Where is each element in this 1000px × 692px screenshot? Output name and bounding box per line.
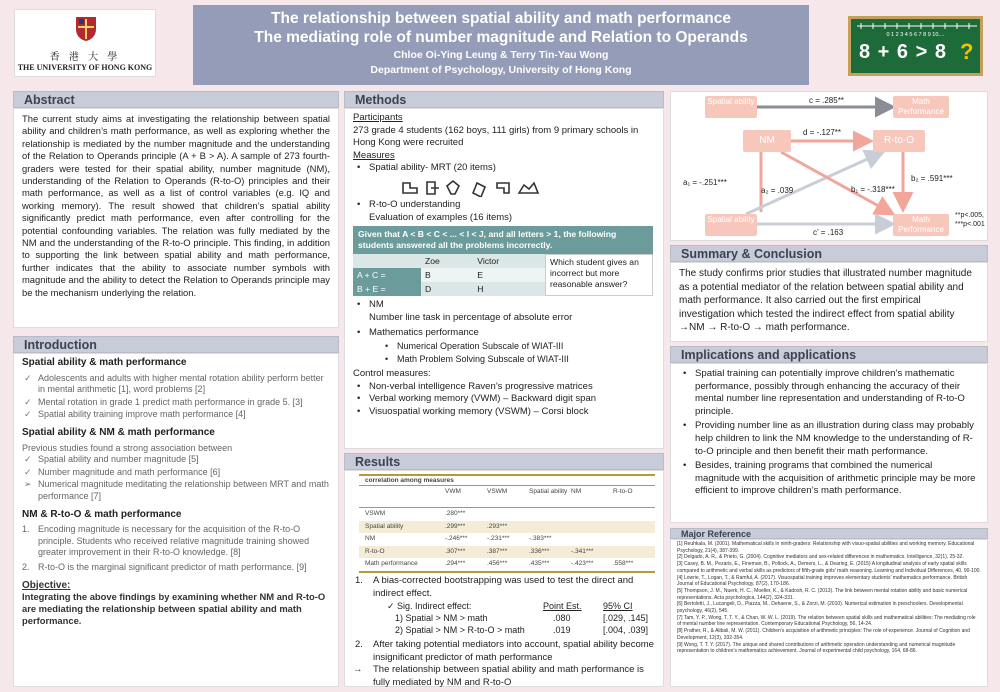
board-numbers: 0 1 2 3 4 5 6 7 8 9 10.... — [886, 32, 945, 38]
measures-label: Measures — [353, 149, 395, 161]
sig-note-1: **p<.005, — [955, 212, 984, 219]
hku-crest-icon — [75, 16, 97, 42]
participants-text: 273 grade 4 students (162 boys, 111 girls) from 9 primary schools in Hong Kong were recruited — [353, 124, 639, 149]
participants-label: Participants — [353, 112, 403, 123]
reference-item: [4] Lowrie, T., Logan, T., & Ramful, A. (2017). Visuospatial training improves elementary students’ mathematics performance. British Journal of Educational Psychology, 87(2), 170-186. — [677, 574, 968, 588]
intro-subheading-3: NM & R-to-O & math performance — [22, 508, 182, 520]
rto-example-box — [353, 226, 653, 296]
board-equation: 8 + 6 > 8 — [859, 41, 947, 63]
list-item: ➢ Numerical magnitude meditating the relationship between MRT and math performance [7] — [22, 479, 330, 502]
chalkboard — [848, 16, 983, 76]
result-conclusion: → The relationship between spatial ability and math performance is fully mediated by NM and R-to-O — [353, 664, 644, 688]
implications-body — [670, 363, 988, 523]
result-point-2: 2. After taking potential mediators into account, spatial ability become insignificant predictor of math performance — [355, 639, 654, 663]
reference-item: [8] Prather, R., & Alibali, M. W. (2011). Children’s acquisition of arithmetic principles: The role of experience. Journal of Cognition and Development, 12(3), 332-354. — [677, 628, 970, 641]
nm-item: • NM — [353, 299, 655, 312]
node-nm: NM — [743, 130, 791, 152]
rto-item: • R-to-O understanding — [353, 199, 655, 212]
references-heading: Major Reference — [670, 528, 988, 539]
title-line2: The mediating role of number magnitude and Relation to Operands — [254, 29, 748, 46]
path-b2: b₂ = .591*** — [911, 174, 953, 183]
table-row: VWM VSWM Spatial ability NM R-to-O — [359, 486, 655, 508]
indirect-effect-table: ✓ Sig. Indirect effect: Point Est. 95% CI 1) Spatial > NM > math .080 [.029, .145] 2) Spatial > NM > R-to-O > math .019 [.004, .039] — [387, 601, 649, 636]
path-b1: b₁ = -.318*** — [851, 185, 895, 194]
correlation-title: correlation among measures — [365, 477, 454, 484]
results-body — [344, 470, 664, 687]
path-a2: a₂ = .039 — [761, 186, 794, 195]
logo-chinese: 香 港 大 學 — [49, 52, 121, 63]
list-item: ✓ Adolescents and adults with higher mental rotation ability perform better in mental arithmetic [1], word problems [2] — [22, 373, 330, 396]
node-rto: R-to-O — [873, 130, 925, 152]
abstract-text: The current study aims at investigating the relationship between spatial ability and children’s math performance, as well as exploring whether the relationship is mediated by the number magnitude and the understanding of the Relation to Operands principle (A + B > A). A sample of 273 fourth-graders were tested for their spatial ability, number magnitude (NM), understanding of the Relation to Operands (R-to-O) principles and their math performance, as well as a list of control variables (e.g. IQ and working memory). The result showed that children’s spatial ability significantly predict math performance, even after controlling for the potential confounding variables. The relation was fully mediated by the NM and the understanding of the R-to-O principle. This finding, in addition to supporting the link between spatial ability and math performance, further indicates that the ability to associate number symbols with magnitude and the ability to detect the Relation to Operands principle may be the mechanism underlying the relation. — [13, 108, 339, 328]
table-row: Math performance .294*** .456*** .435*** -.423*** .558*** — [359, 558, 655, 572]
reference-item: [7] Tam, Y. P., Wong, T. T. Y., & Chan, W. W. L. (2019). The relation between spatial skills and mathematical abilities: The mediating role of mental number line representation. Contemporary Educational Psychology, 56, 14-24. — [677, 614, 976, 628]
reference-item: [2] Delgado, A. R., & Prieto, G. (2004). Cognitive mediators and sex-related differences in mathematics. Intelligence, 32(1), 25-32. — [677, 554, 964, 561]
rto-example-table: Zoe Victor A + C = B E B + E = D H — [353, 254, 545, 296]
math-item: • Mathematics performance — [353, 327, 655, 340]
correlation-table — [359, 485, 655, 573]
node-math-performance-top: Math Performance — [893, 96, 949, 118]
board-question-mark: ? — [960, 39, 974, 64]
introduction-heading: Introduction — [13, 336, 339, 353]
objective-text: Integrating the above findings by examining whether NM and R-to-O are mediating the relationship between spatial ability and math performance. — [22, 590, 326, 626]
list-item: • Verbal working memory (VWM) – Backward digit span — [353, 393, 655, 406]
list-item: ✓ Spatial ability training improve math performance [4] — [22, 409, 330, 421]
list-item: ✓ Mental rotation in grade 1 predict math performance in grade 5. [3] — [22, 397, 330, 409]
table-row: R-to-O .307*** .387*** .336*** -.341*** — [359, 546, 655, 559]
result-point-1: 1. A bias-corrected bootstrapping was used to test the direct and indirect effect. — [355, 574, 634, 599]
list-item: • Non-verbal intelligence Raven’s progressive matrices — [353, 381, 655, 394]
mrt-item: • Spatial ability- MRT (20 items) — [353, 162, 655, 175]
path-d: d = -.127** — [803, 128, 842, 137]
rto-question: Which student gives an incorrect but more reasonable answer? — [545, 254, 653, 296]
logo-english: THE UNIVERSITY OF HONG KONG — [17, 63, 153, 72]
reference-item: [6] Bertoletti, J., Lucangeli, D., Piazza, M., Dehaene, S., & Zorzi, M. (2010). Numerical estimation in preschoolers. Developmental psychology, 46(2), 545. — [677, 601, 963, 615]
summary-heading: Summary & Conclusion — [670, 245, 988, 262]
rto-evaluation: Evaluation of examples (16 items) — [369, 211, 513, 223]
sig-note-2: ***p<.001 — [955, 221, 985, 228]
node-spatial-ability-top: Spatial ability — [705, 96, 757, 118]
given-text: Given that A < B < C < ... < I < J, and all letters > 1, the following students answered all the problems incorrectly. — [353, 226, 653, 254]
title-line1: The relationship between spatial ability and math performance — [271, 10, 731, 27]
reference-item: [9] Wong, T. T. Y. (2017). The unique and shared contributions of arithmetic operation understanding and numerical magnitude representation to children’s mathematics achievement. Journal of experimental child psychology, 164, 68-86. — [677, 641, 956, 655]
control-label: Control measures: — [353, 368, 431, 380]
list-item: ✓ Number magnitude and math performance [6] — [22, 467, 330, 479]
path-c: c = .285** — [809, 96, 844, 105]
list-item: ✓ Spatial ability and number magnitude [5] — [22, 454, 330, 466]
correlation-table-wrap — [359, 474, 655, 573]
references-body — [670, 539, 988, 687]
reference-item: [3] Casey, B. M., Pezaris, E., Fineman, B., Pollock, A., Demers, L., & Dearing, E. (2015) A longitudinal analysis of early spatial skills compared to arithmetic and verbal skills as predictors of fifth-grade girls’ math reasoning. Learning and Individual Differences, 40, 90-100. — [677, 561, 981, 574]
results-heading: Results — [344, 453, 664, 470]
reference-item: [1] Reuhkala, M. (2001). Mathematical skills in ninth-graders: Relationship with visuo-spatial abilities and working memory. Educational Psychology, 21(4), 387-399. — [677, 541, 975, 554]
table-row: NM -.246*** -.231*** -.383*** — [365, 535, 552, 543]
summary-text: The study confirms prior studies that illustrated number magnitude as a potential mediator of the relation between spatial ability and math performance. It also carried out the first empirical investigation which tested the indirect effect from spatial ability →NM → R-to-O → math performance. — [670, 262, 988, 342]
check-icon: ✓ — [387, 601, 398, 612]
department: Department of Psychology, University of Hong Kong — [370, 64, 632, 76]
table-row: Spatial ability .299*** .293*** — [359, 521, 655, 534]
objective-label: Objective: — [22, 579, 71, 591]
authors: Chloe Oi-Ying Leung & Terry Tin-Yau Wong — [393, 49, 609, 61]
intro-list-1 — [22, 373, 330, 421]
table-row: VSWM .280*** — [365, 510, 466, 517]
logo — [14, 9, 156, 77]
title-bar — [193, 5, 809, 85]
methods-body — [344, 108, 664, 449]
list-item: • Numerical Operation Subscale of WIAT-III — [381, 340, 655, 353]
implications-heading: Implications and applications — [670, 346, 988, 363]
path-a1: a₁ = -.251*** — [683, 178, 727, 187]
list-item: 2. R-to-O is the marginal significant predictor of math performance. [9] — [22, 561, 307, 572]
intro-list-3 — [22, 524, 330, 573]
list-item: • Spatial training can potentially improve children’s mathematic performance, possibly through enhancing the accuracy of their mental number line representation and understanding of R-to-O principle. — [679, 368, 979, 418]
intro-subheading-1: Spatial ability & math performance — [22, 357, 187, 368]
intro-lead: Previous studies found a strong association between — [22, 442, 233, 453]
mrt-shapes-icon — [401, 179, 541, 197]
list-item: • Providing number line as an illustration during class may probably help children to link the NM knowledge to the understanding of R-to-O principle and then benefit their math performance. — [679, 420, 979, 458]
introduction-body — [13, 353, 339, 687]
nm-task: Number line task in percentage of absolute error — [369, 311, 573, 323]
node-spatial-ability-bottom: Spatial ability — [705, 214, 757, 236]
list-item: • Visuospatial working memory (VSWM) – Corsi block — [353, 406, 655, 419]
node-math-performance-bottom: Math Performance — [893, 214, 949, 236]
list-item: 1. Encoding magnitude is necessary for the acquisition of the R-to-O principle. Students who received relative magnitude training showed greater improvement in their R-to-O knowledge. [8] — [22, 524, 310, 558]
intro-subheading-2: Spatial ability & NM & math performance — [22, 426, 215, 438]
abstract-heading: Abstract — [13, 91, 339, 108]
reference-item: [5] Thompson, J. M., Nuerk, H. C., Moeller, K., & Kadosh, R. C. (2013). The link between mental rotation ability and basic numerical representations. Acta psychologica, 144(2), 324-331. — [677, 587, 968, 601]
mediation-diagram — [670, 91, 988, 241]
methods-heading: Methods — [344, 91, 664, 108]
path-c-prime: c’ = .163 — [813, 228, 844, 237]
list-item: • Math Problem Solving Subscale of WIAT-III — [381, 353, 655, 366]
list-item: • Besides, training programs that combined the numerical magnitude with the acquisition of arithmetic principle may be more efficient to improve children’s math performance. — [679, 460, 979, 498]
intro-list-2 — [22, 454, 330, 502]
arrow-icon: → — [353, 664, 363, 676]
